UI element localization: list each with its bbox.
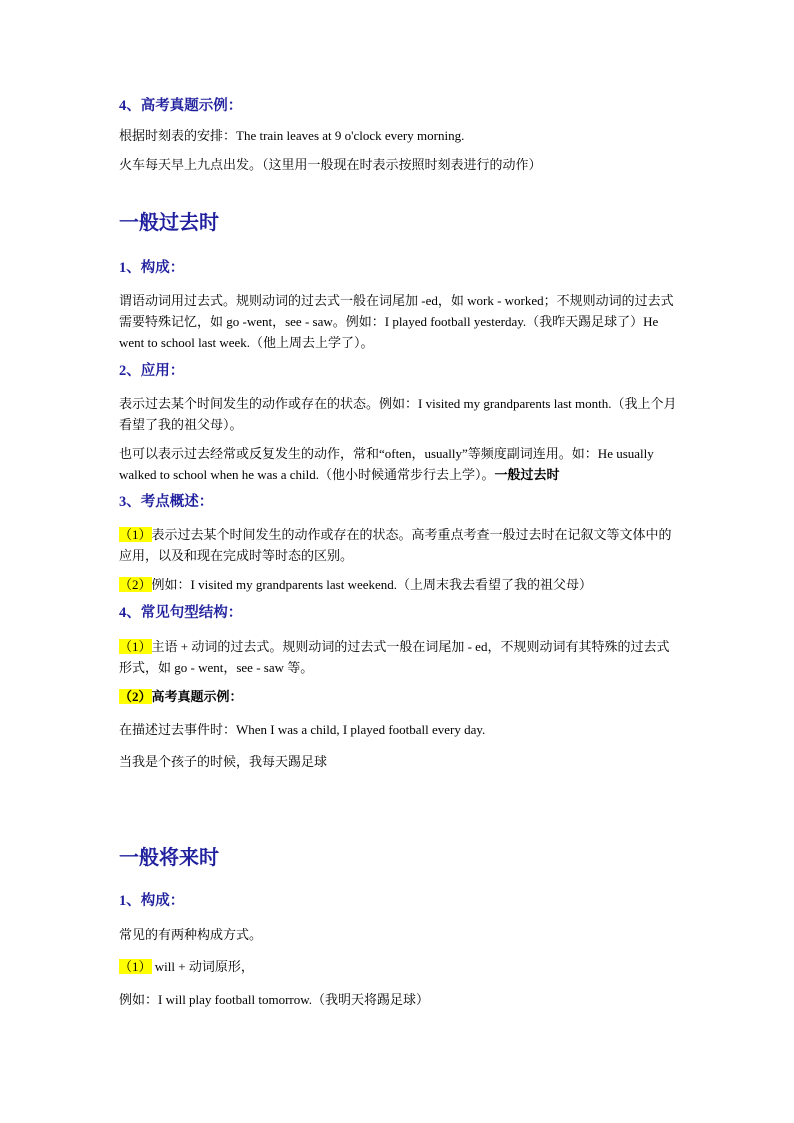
past-sentence-structure-heading: 4、常见句型结构： (119, 605, 243, 621)
past-structure-item-2-number: （2） (119, 689, 152, 704)
past-exam-point-1-text: 表示过去某个时间发生的动作或存在的状态。高考重点考查一般过去时在记叙文等文体中的应用，以及和现在完成时等时态的区别。 (119, 527, 672, 563)
section-heading-exam-examples: 4、高考真题示例： (119, 98, 243, 114)
past-usage-text-1: 表示过去某个时间发生的动作或存在的状态。例如：I visited my grandparents last month.（我上个月看望了我的祖父母）。 (119, 396, 677, 432)
past-usage-text-2 (119, 443, 679, 485)
past-exam-point-1-number: （1） (119, 527, 152, 542)
past-exam-points-heading: 3、考点概述： (119, 494, 214, 510)
section-title-simple-past: 一般过去时 (119, 212, 219, 234)
past-structure-item-2-text: 高考真题示例： (151, 689, 243, 704)
past-structure-item-1 (119, 636, 679, 678)
future-composition-heading: 1、构成： (119, 893, 185, 909)
past-composition-text: 谓语动词用过去式。规则动词的过去式一般在词尾加 -ed，如 work - worked；不规则动词的过去式需要特殊记忆，如 go -went，see - saw。例如：I played football yesterday.（我昨天踢足球了）He went to school last week.（他上周去上学了）。 (119, 293, 674, 350)
past-usage-text-2-body: 也可以表示过去经常或反复发生的动作，常和“often，usually”等频度副词连用。如：He usually walked to school when he was a child.（他小时候通常步行去上学）。 (119, 446, 654, 482)
future-example-sentence: 例如：I will play football tomorrow.（我明天将踢足球） (119, 992, 430, 1007)
past-composition-heading: 1、构成： (119, 260, 185, 276)
future-composition-text: 常见的有两种构成方式。 (119, 927, 263, 942)
past-structure-item-1-text: 主语 + 动词的过去式。规则动词的过去式一般在词尾加 - ed，不规则动词有其特殊的过去式形式，如 go - went，see - saw 等。 (119, 639, 670, 675)
past-usage-heading: 2、应用： (119, 363, 185, 379)
past-exam-point-2 (119, 574, 679, 595)
future-item-1-text: will + 动词原形， (151, 959, 254, 974)
future-item-1-number: （1） (119, 959, 152, 974)
past-usage-text-2-tail: 一般过去时 (494, 467, 560, 482)
future-item-1 (119, 956, 679, 977)
past-structure-item-2 (119, 686, 679, 707)
past-exam-example-translation: 当我是个孩子的时候，我每天踢足球 (119, 754, 328, 769)
timetable-example-sentence: 根据时刻表的安排：The train leaves at 9 o'clock every morning. (119, 128, 465, 143)
past-exam-point-2-text: 例如：I visited my grandparents last weekend.（上周末我去看望了我的祖父母） (151, 577, 593, 592)
past-exam-point-1 (119, 524, 679, 566)
timetable-example-translation: 火车每天早上九点出发。（这里用一般现在时表示按照时刻表进行的动作） (119, 157, 542, 172)
past-structure-item-1-number: （1） (119, 639, 152, 654)
past-exam-example-sentence: 在描述过去事件时：When I was a child, I played football every day. (119, 722, 486, 737)
past-exam-point-2-number: （2） (119, 577, 152, 592)
section-title-simple-future: 一般将来时 (119, 847, 219, 869)
